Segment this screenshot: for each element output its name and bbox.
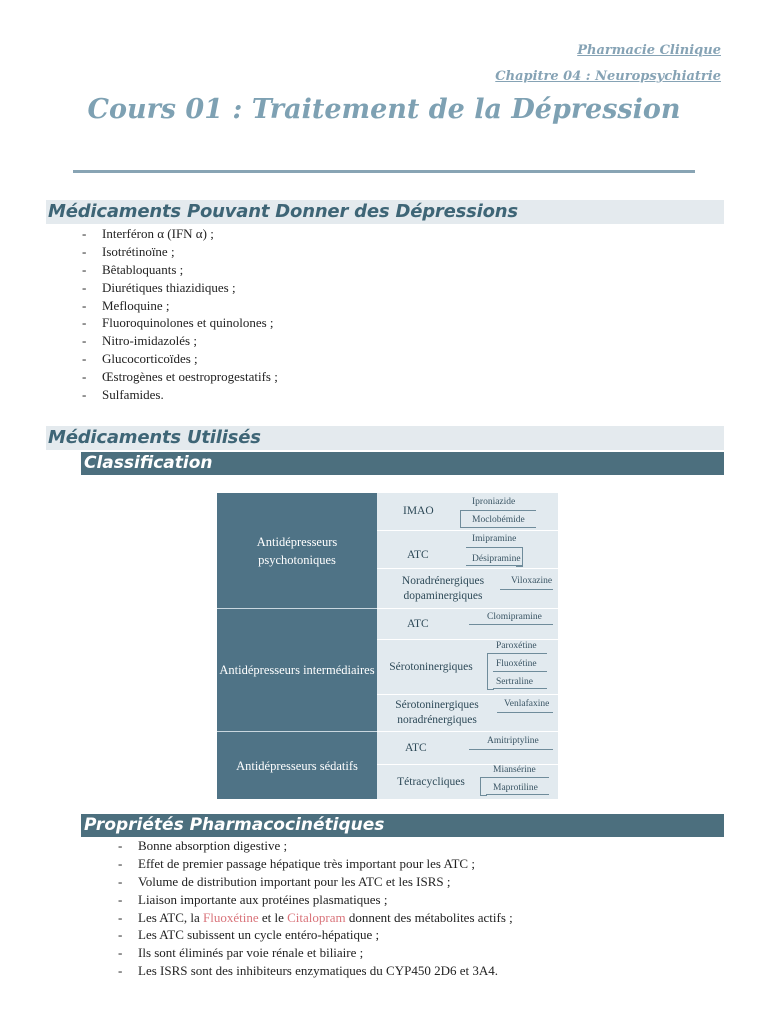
subsection-title: Classification [84,453,213,473]
drug-clomipramine: Clomipramine [487,612,542,622]
drug-imipramine: Imipramine [472,534,517,544]
drug-maprotiline: Maprotiline [493,783,538,793]
category-sedatifs: Antidépresseurs sédatifs [217,732,377,799]
depressant-drug-list [82,225,278,404]
drug-viloxazine: Viloxazine [511,576,553,586]
drug-mianserine: Miansérine [493,765,536,775]
category-intermediaires: Antidépresseurs intermédiaires [217,609,377,732]
list-item: - Fluoroquinolones et quinolones ; [82,315,274,331]
list-item: - Volume de distribution important pour les ATC et les ISRS ; [118,873,451,889]
list-item: - Effet de premier passage hépatique très important pour les ATC ; [118,855,475,871]
drug-line [466,565,522,566]
list-item: - Isotrétinoïne ; [82,243,175,259]
drug-line [493,671,547,672]
drug-line [493,653,547,654]
list-item: - Œstrogènes et oestroprogestatifs ; [82,369,278,385]
class-imao: IMAO [403,505,434,517]
page-title: Cours 01 : Traitement de la Dépression [87,94,681,125]
drug-paroxetine: Paroxétine [496,641,537,651]
drug-line [469,624,553,625]
section-header-depressants [46,200,724,224]
section-title: Médicaments Utilisés [48,427,261,448]
class-atc: ATC [407,617,429,630]
drug-venlafaxine: Venlafaxine [504,699,550,709]
drug-moclobemide: Moclobémide [472,515,525,525]
highlight-citalopram: Citalopram [287,909,346,925]
list-item: - Glucocorticoïdes ; [82,351,198,367]
drug-line [466,510,536,511]
highlight-fluoxetine: Fluoxétine [203,909,259,925]
list-item: - Diurétiques thiazidiques ; [82,279,236,295]
subsection-header-classification [81,452,724,475]
list-item: - Bonne absorption digestive ; [118,838,288,853]
drug-line [469,749,553,750]
chapter-name: Chapitre 04 : Neuropsychiatrie [495,69,721,84]
class-noradrenergiques: Noradrénergiques dopaminergiques [401,574,485,602]
class-serotoninergiques-noradrenergiques: Sérotoninergiques noradrénergiques [395,699,479,726]
drug-line [486,794,549,795]
drug-line [466,527,536,528]
course-name: Pharmacie Clinique [577,43,721,58]
section-header-used-drugs [46,426,724,450]
class-tetracycliques: Tétracycliques [397,775,465,788]
list-item: - Les ISRS sont des inhibiteurs enzymatiques du CYP450 2D6 et 3A4. [118,963,499,979]
drug-line [493,688,547,689]
drug-desipramine: Désipramine [472,554,521,564]
class-atc: ATC [405,741,427,754]
list-item: - Ils sont éliminés par voie rénale et biliaire ; [118,945,364,961]
list-item: - Nitro-imidazolés ; [82,333,197,349]
drug-fluoxetine: Fluoxétine [496,659,537,669]
title-divider [73,170,695,173]
list-item: - Sulfamides. [82,387,164,403]
category-psychotoniques: Antidépresseurs psychotoniques [217,493,377,609]
drug-line [500,589,553,590]
subsection-header-pharmacokinetics [81,814,724,837]
list-item: - Les ATC subissent un cycle entéro-hépatique ; [118,927,380,943]
list-item: - Liaison importante aux protéines plasmatiques ; [118,891,388,907]
drug-amitriptyline: Amitriptyline [487,736,539,746]
drug-line [497,712,553,713]
list-item: - Les ATC, la Fluoxétine et le Citalopram donnent des métabolites actifs ; [118,909,513,925]
class-serotoninergiques: Sérotoninergiques [389,660,473,673]
classification-diagram [217,493,558,799]
drug-line [486,777,549,778]
brace [460,510,467,528]
subsection-title: Propriétés Pharmacocinétiques [84,815,385,835]
section-title: Médicaments Pouvant Donner des Dépressions [48,201,518,222]
list-item: - Bêtabloquants ; [82,261,184,277]
drug-line [466,547,522,548]
list-item: - Mefloquine ; [82,297,170,313]
drug-sertraline: Sertraline [496,677,533,687]
drug-iproniazide: Iproniazide [472,497,516,507]
class-atc: ATC [407,549,429,561]
pharmacokinetics-list [118,837,513,980]
list-item: - Interféron α (IFN α) ; [82,226,214,241]
